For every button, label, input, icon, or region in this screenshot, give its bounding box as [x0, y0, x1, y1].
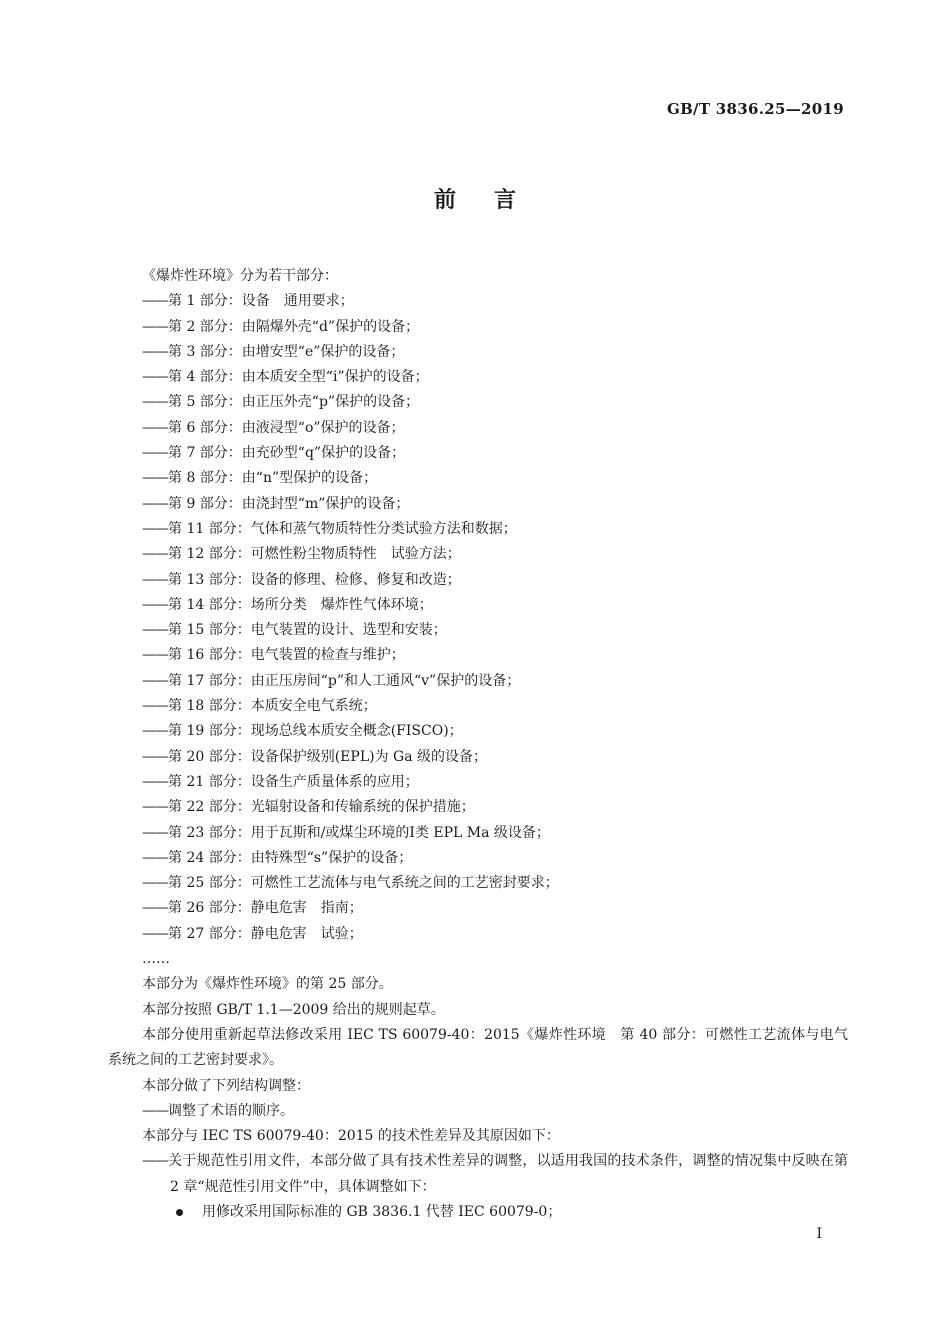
list-item: —— 第 15 部分：电气装置的设计、选型和安装；	[108, 618, 848, 643]
difference-item: —— 关于规范性引用文件，本部分做了具有技术性差异的调整，以适用我国的技术条件，调整的情况集中反映在第 2 章“规范性引用文件”中，具体调整如下：	[108, 1149, 848, 1200]
list-item: —— 第 13 部分：设备的修理、检修、修复和改造；	[108, 568, 848, 593]
standard-code: GB/T 3836.25—2019	[666, 100, 844, 118]
list-item: —— 第 1 部分：设备 通用要求；	[108, 289, 848, 314]
list-item: —— 第 19 部分：现场总线本质安全概念(FISCO)；	[108, 719, 848, 744]
page-title: 前言	[433, 187, 554, 213]
paragraph-drafting-rules: 本部分按照 GB/T 1.1—2009 给出的规则起草。	[142, 1001, 445, 1018]
list-item: —— 第 4 部分：由本质安全型“i”保护的设备；	[108, 365, 848, 390]
foreword-body	[108, 264, 848, 1225]
paragraph-structure: 本部分做了下列结构调整：	[142, 1077, 310, 1094]
list-item: —— 第 17 部分：由正压房间“p”和人工通风“v”保护的设备；	[108, 669, 848, 694]
paragraph-differences: 本部分与 IEC TS 60079-40：2015 的技术性差异及其原因如下：	[142, 1128, 560, 1145]
list-item: —— 第 20 部分：设备保护级别(EPL)为 Ga 级的设备；	[108, 745, 848, 770]
list-item: —— 第 6 部分：由液浸型“o”保护的设备；	[108, 416, 848, 441]
list-item: —— 第 14 部分：场所分类 爆炸性气体环境；	[108, 593, 848, 618]
bullet-text: 用修改采用国际标准的 GB 3836.1 代替 IEC 60079-0；	[202, 1203, 562, 1220]
list-item: —— 第 7 部分：由充砂型“q”保护的设备；	[108, 441, 848, 466]
paragraph-part-number: 本部分为《爆炸性环境》的第 25 部分。	[142, 976, 393, 993]
list-item: —— 第 23 部分：用于瓦斯和/或煤尘环境的Ⅰ类 EPL Ma 级设备；	[108, 821, 848, 846]
list-item: —— 第 18 部分：本质安全电气系统；	[108, 694, 848, 719]
list-item: —— 第 12 部分：可燃性粉尘物质特性 试验方法；	[108, 542, 848, 567]
list-item: —— 第 5 部分：由正压外壳“p”保护的设备；	[108, 390, 848, 415]
bullet-item	[108, 1200, 848, 1225]
list-item: —— 第 21 部分：设备生产质量体系的应用；	[108, 770, 848, 795]
list-item: —— 第 8 部分：由“n”型保护的设备；	[108, 466, 848, 491]
list-item: —— 第 11 部分：气体和蒸气物质特性分类试验方法和数据；	[108, 517, 848, 542]
list-item: —— 第 9 部分：由浇封型“m”保护的设备；	[108, 492, 848, 517]
parts-list	[108, 289, 848, 947]
paragraph-adoption: 本部分使用重新起草法修改采用 IEC TS 60079-40：2015《爆炸性环境 第 40 部分：可燃性工艺流体与电气系统之间的工艺密封要求》。	[108, 1026, 848, 1069]
list-item: —— 第 27 部分：静电危害 试验；	[108, 922, 848, 947]
list-item: —— 第 24 部分：由特殊型“s”保护的设备；	[108, 846, 848, 871]
list-item: —— 第 26 部分：静电危害 指南；	[108, 896, 848, 921]
structure-item: —— 调整了术语的顺序。	[108, 1099, 848, 1124]
ellipsis: ……	[142, 951, 170, 968]
list-item: —— 第 3 部分：由增安型“e”保护的设备；	[108, 340, 848, 365]
list-item: —— 第 2 部分：由隔爆外壳“d”保护的设备；	[108, 315, 848, 340]
list-item: —— 第 16 部分：电气装置的检查与维护；	[108, 643, 848, 668]
list-item: —— 第 22 部分：光辐射设备和传输系统的保护措施；	[108, 795, 848, 820]
intro-paragraph: 《爆炸性环境》分为若干部分：	[142, 268, 338, 284]
bullet-dot-icon	[176, 1209, 183, 1216]
page-number: Ⅰ	[816, 1226, 822, 1242]
list-item: —— 第 25 部分：可燃性工艺流体与电气系统之间的工艺密封要求；	[108, 871, 848, 896]
